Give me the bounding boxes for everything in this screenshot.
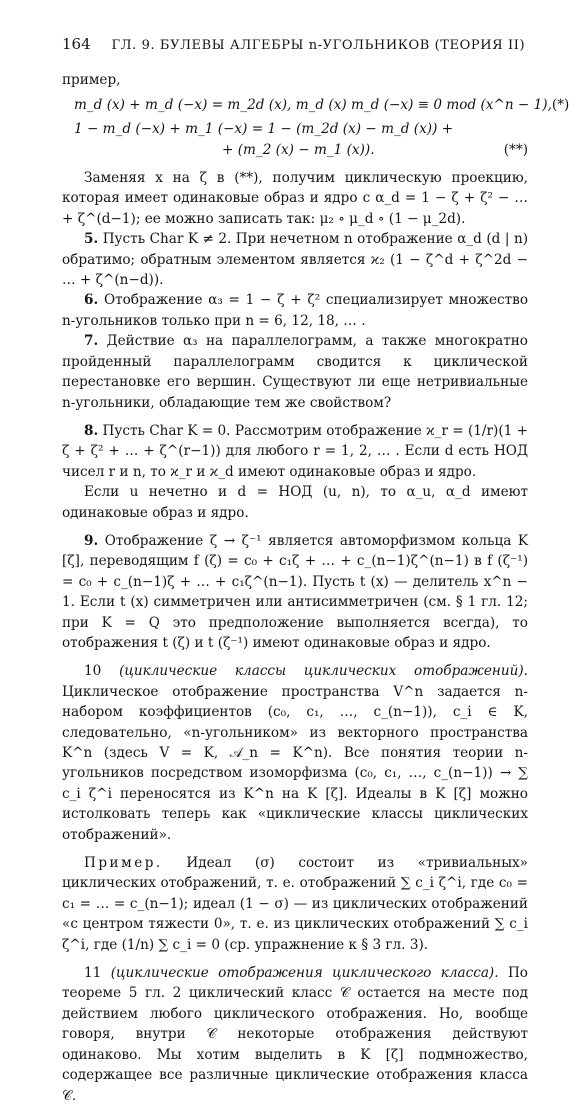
equation-star (62, 95, 570, 115)
item-11-number: 11 (84, 965, 102, 982)
item-8-continued: Если u нечетно и d = НОД (u, n), то α_u, α_d имеют одинаковые образ и ядро. (62, 484, 528, 521)
item-7-text: Действие α₃ на параллелограмм, а также многократно пройденный параллелограмм сводится к циклической перестановке его вершин. Существуют ли еще нетривиальные n-угольники, обладающие тем же свойством? (62, 333, 528, 411)
equation-double-star-line1 (62, 119, 528, 139)
item-11-title: (циклические отображения циклического класса). (110, 965, 499, 982)
item-11 (62, 963, 528, 1106)
item-9-text: Отображение ζ → ζ⁻¹ является автоморфизмом кольца K [ζ], переводящим f (ζ) = c₀ + c₁ζ + … + c_(n−1)ζ^(n−1) в f (ζ⁻¹) = c₀ + c_(n−1)ζ + … + c₁ζ^(n−1). Пусть t (x) — делитель x^n − 1. Если t (x) симметричен или антисимметричен (см. § 1 гл. 12; при K = Q это предположение выполняется всегда), то отображения t (ζ) и t (ζ⁻¹) имеют одинаковые образ и ядро. (62, 532, 528, 651)
running-header (62, 34, 528, 56)
item-9-number: 9. (84, 532, 99, 549)
item-11-text: По теореме 5 гл. 2 циклический класс 𝒞 остается на месте под действием любого циклического отображения. Но, вообще говоря, внутри 𝒞 некоторые отображения действуют одинаково. Мы хотим выделить в K [ζ] подмножество, содержащее все различные циклические отображения класса 𝒞. (62, 965, 528, 1104)
equation-double-star-part2: + (m_2 (x) − m_1 (x)). (222, 141, 375, 158)
page-number: 164 (62, 35, 91, 53)
equation-double-star-line2 (62, 140, 528, 160)
item-10-text: Циклическое отображение пространства V^n задается n-набором коэффициентов (c₀, c₁, …, c_(n−1)), c_i ∈ K, следовательно, «n-угольником» из векторного пространства K^n (здесь V = K, 𝒜_n = K^n). Все понятия теории n-угольников посредством изоморфизма (c₀, c₁, …, c_(n−1)) → ∑ c_i ζ^i переносятся из K^n на K [ζ]. Идеалы в K [ζ] можно истолковать теперь как «циклические классы циклических отображений». (62, 683, 528, 843)
item-7 (62, 331, 528, 413)
example (62, 853, 528, 955)
equation-star-tag: (*) (551, 96, 570, 113)
item-10-number: 10 (84, 663, 102, 680)
item-10 (62, 661, 528, 845)
equation-double-star-tag: (**) (503, 141, 528, 158)
item-5-text: Пусть Char K ≠ 2. При нечетном n отображение α_d (d | n) обратимо; обратным элементом является ϰ₂ (1 − ζ^d + ζ^2d − … + ζ^(n−d)). (62, 231, 529, 289)
example-label: Пример. (84, 855, 163, 872)
running-title: ГЛ. 9. БУЛЕВЫ АЛГЕБРЫ n-УГОЛЬНИКОВ (ТЕОРИЯ II) (111, 38, 526, 53)
item-9 (62, 531, 528, 653)
item-6-number: 6. (84, 292, 99, 309)
example-text: Идеал (σ) состоит из «тривиальных» циклических отображений, т. е. отображений ∑ c_i ζ^i, где c₀ = c₁ = … = c_(n−1); идеал (1 − σ) — из циклических отображений «с центром тяжести 0», т. е. из циклических отображений ∑ c_i ζ^i, где (1/n) ∑ c_i = 0 (ср. упражнение к § 3 гл. 3). (62, 855, 528, 953)
item-7-number: 7. (84, 333, 99, 350)
item-10-title: (циклические классы циклических отображений). (119, 663, 528, 680)
item-8-number: 8. (84, 422, 99, 439)
item-6-text: Отображение α₃ = 1 − ζ + ζ² специализирует множество n-угольников только при n = 6, 12, 18, … . (62, 292, 528, 329)
item-6 (62, 290, 528, 331)
equation-star-body: m_d (x) + m_d (−x) = m_2d (x), m_d (x) m_d (−x) ≡ 0 mod (x^n − 1), (74, 96, 552, 113)
item-5 (62, 229, 528, 290)
item-8 (62, 421, 528, 482)
paragraph-replace: Заменяя x на ζ в (**), получим циклическую проекцию, которая имеет одинаковые образ и ядро с α_d = 1 − ζ + ζ² − … + ζ^(d−1); ее можно записать так: μ₂ ∘ μ_d ∘ (1 − μ_2d). (62, 170, 528, 227)
equation-double-star-part1: 1 − m_d (−x) + m_1 (−x) = 1 − (m_2d (x) − m_d (x)) + (74, 121, 454, 138)
item-5-number: 5. (84, 231, 99, 248)
item-8-text: Пусть Char K = 0. Рассмотрим отображение ϰ_r = (1/r)(1 + ζ + ζ² + … + ζ^(r−1)) для любого r = 1, 2, … . Если d есть НОД чисел r и n, то ϰ_r и ϰ_d имеют одинаковые образ и ядро. (62, 422, 528, 480)
intro-text: пример, (62, 72, 121, 89)
